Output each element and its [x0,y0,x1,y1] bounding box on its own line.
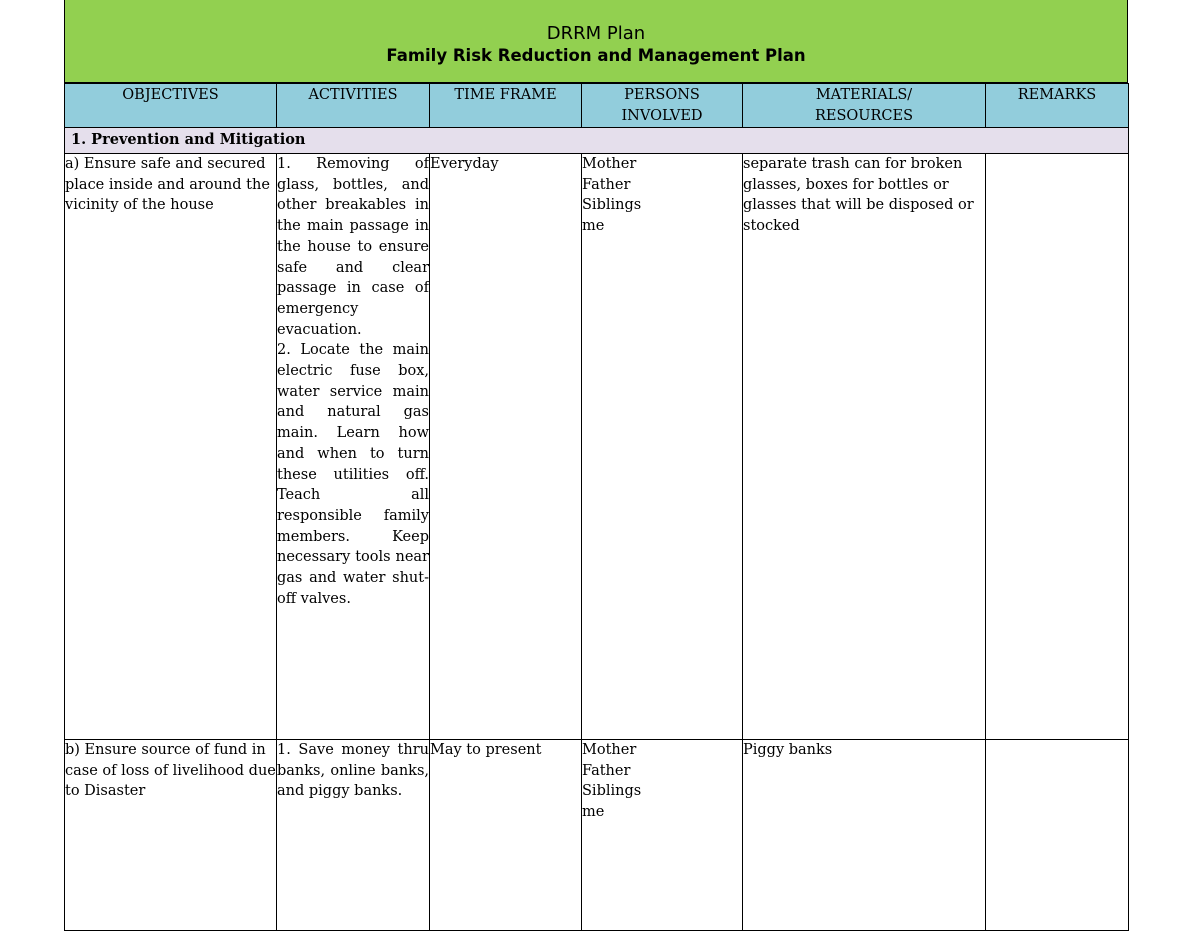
materials-cell: separate trash can for broken glasses, boxes for bottles or glasses that will be disposed or stocked [743,154,986,740]
person-name: Siblings [582,783,642,800]
time-frame-cell: Everyday [430,154,582,740]
activity-item: 1. Removing of glass, bottles, and other breakables in the main passage in the house to ensure safe and clear passage in case of emergency evacuation. [277,156,429,338]
header-persons-line2: INVOLVED [621,108,703,124]
activities-cell [277,740,430,931]
header-materials-line1: MATERIALS/ [815,87,913,103]
header-persons-line1: PERSONS [624,87,700,103]
header-materials-line2: RESOURCES [814,108,914,124]
person-name: me [582,218,605,235]
title-banner [64,0,1128,83]
document-page [64,0,1128,927]
plan-subtitle: Family Risk Reduction and Management Plan [386,46,806,65]
objective-cell: b) Ensure source of fund in case of loss of livelihood due to Disaster [65,740,277,931]
materials-cell: Piggy banks [743,740,986,931]
persons-cell [582,740,743,931]
remarks-cell [986,740,1129,931]
remarks-cell [986,154,1129,740]
header-persons-involved [582,84,743,128]
person-name: Mother [582,742,637,758]
person-name: Father [582,176,631,193]
activities-cell [277,154,430,740]
header-remarks: REMARKS [986,84,1129,128]
person-name: Father [582,762,631,779]
objective-cell: a) Ensure safe and secured place inside and around the vicinity of the house [65,154,277,740]
table-row [65,154,1129,740]
header-objectives: OBJECTIVES [65,84,277,128]
activity-item: 1. Save money thru banks, online banks, and piggy banks. [277,742,429,800]
section-row [65,128,1129,154]
header-materials-resources [743,84,986,128]
person-name: Mother [582,156,637,172]
header-row [65,84,1129,128]
person-name: Siblings [582,197,642,214]
persons-cell [582,154,743,740]
person-name: me [582,804,605,821]
section-label: 1. Prevention and Mitigation [65,128,1129,154]
plan-title: DRRM Plan [546,23,646,44]
header-activities: ACTIVITIES [277,84,430,128]
activity-item: 2. Locate the main electric fuse box, water service main and natural gas main. Learn how and when to turn these utilities off. Teach all responsible family members. Keep necessary tools near gas and water shut-off valves. [277,342,429,607]
plan-table [64,83,1129,931]
time-frame-cell: May to present [430,740,582,931]
table-row [65,740,1129,931]
header-time-frame: TIME FRAME [430,84,582,128]
